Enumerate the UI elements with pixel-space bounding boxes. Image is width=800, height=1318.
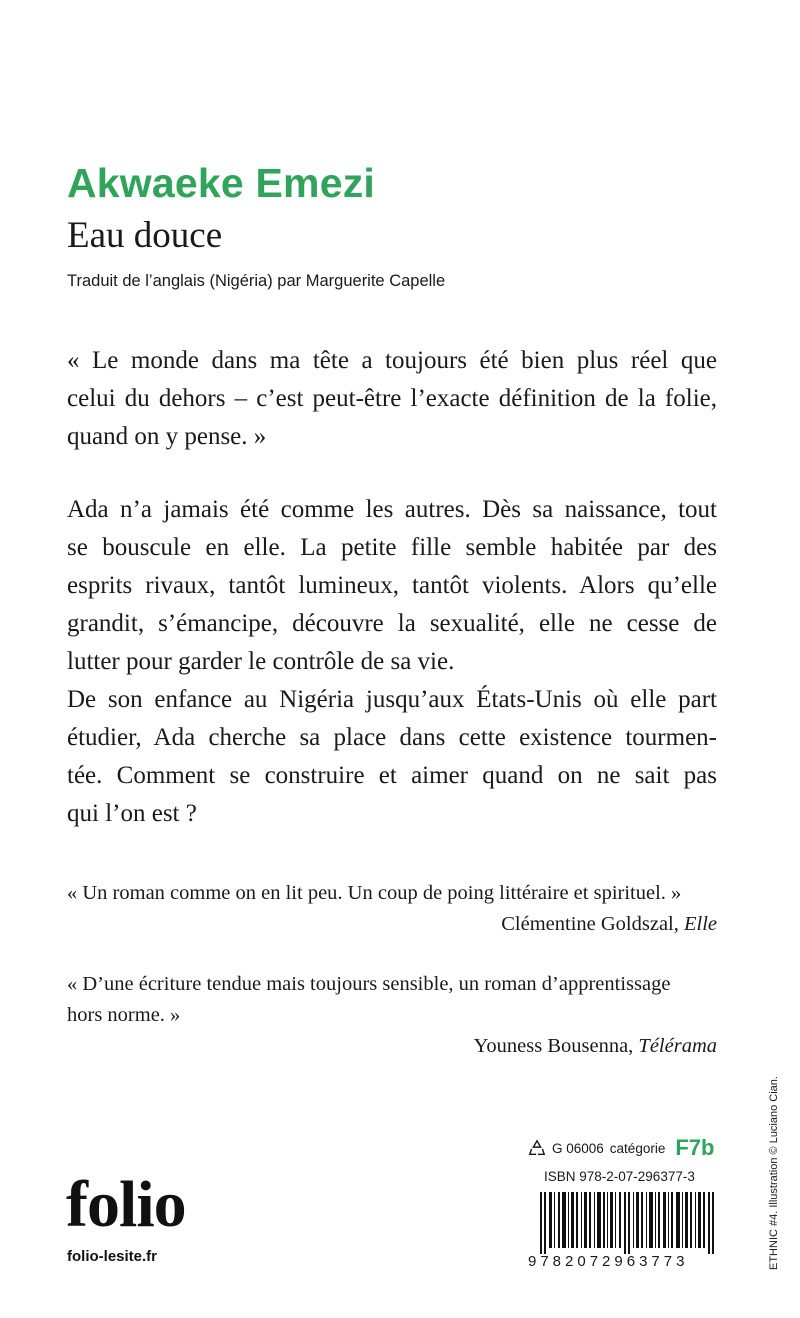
- quote-line: quand on y pense. »: [67, 423, 267, 450]
- review-2: [67, 969, 717, 1062]
- review-author: Clémentine Goldszal, Elle: [501, 913, 717, 935]
- summary-line: De son enfance au Nigéria jusqu’aux États-Unis où elle part: [67, 686, 717, 713]
- categorie-value: F7b: [675, 1135, 715, 1160]
- summary-line: Ada n’a jamais été comme les autres. Dès sa naissance, tout: [67, 496, 717, 523]
- recycle-icon: [528, 1139, 546, 1157]
- summary: [67, 491, 717, 833]
- review-source: Télérama: [638, 1035, 717, 1057]
- barcode-digits: 9782072963773: [528, 1253, 689, 1270]
- product-code: G 06006: [552, 1140, 604, 1156]
- summary-line: lutter pour garder le contrôle de sa vie.: [67, 648, 455, 675]
- summary-line: étudier, Ada cherche sa place dans cette existence tourmen-: [67, 724, 717, 751]
- book-title: Eau douce: [67, 215, 223, 256]
- review-1: [67, 878, 717, 940]
- review-text: hors norme. »: [67, 1004, 181, 1026]
- summary-line: esprits rivaux, tantôt lumineux, tantôt violents. Alors qu’elle: [67, 572, 717, 599]
- review-text: « D’une écriture tendue mais toujours sensible, un roman d’apprentissage: [67, 973, 671, 995]
- illustration-credit: ETHNIC #4. Illustration © Luciano Cian.: [768, 1076, 780, 1270]
- summary-line: tée. Comment se construire et aimer quand on ne sait pas: [67, 762, 717, 789]
- summary-line: se bouscule en elle. La petite fille semble habitée par des: [67, 534, 717, 561]
- opening-quote: [67, 342, 717, 456]
- review-source: Elle: [683, 913, 717, 935]
- quote-line: celui du dehors – c’est peut-être l’exacte définition de la folie,: [67, 385, 717, 412]
- review-author: Youness Bousenna, Télérama: [473, 1035, 717, 1057]
- publisher-website: folio-lesite.fr: [67, 1248, 158, 1265]
- isbn: ISBN 978-2-07-296377-3: [544, 1168, 695, 1184]
- barcode: [540, 1192, 718, 1254]
- codes-block: [528, 1134, 714, 1190]
- translator-line: Traduit de l’anglais (Nigéria) par Marguerite Capelle: [67, 272, 446, 290]
- folio-logo: folio: [66, 1168, 186, 1241]
- author-name: Akwaeke Emezi: [67, 160, 375, 206]
- categorie-label: catégorie: [609, 1140, 666, 1156]
- quote-line: « Le monde dans ma tête a toujours été bien plus réel que: [67, 347, 717, 374]
- summary-line: grandit, s’émancipe, découvre la sexualité, elle ne cesse de: [67, 610, 717, 637]
- summary-line: qui l’on est ?: [67, 800, 197, 827]
- review-text: « Un roman comme on en lit peu. Un coup de poing littéraire et spirituel. »: [67, 882, 682, 904]
